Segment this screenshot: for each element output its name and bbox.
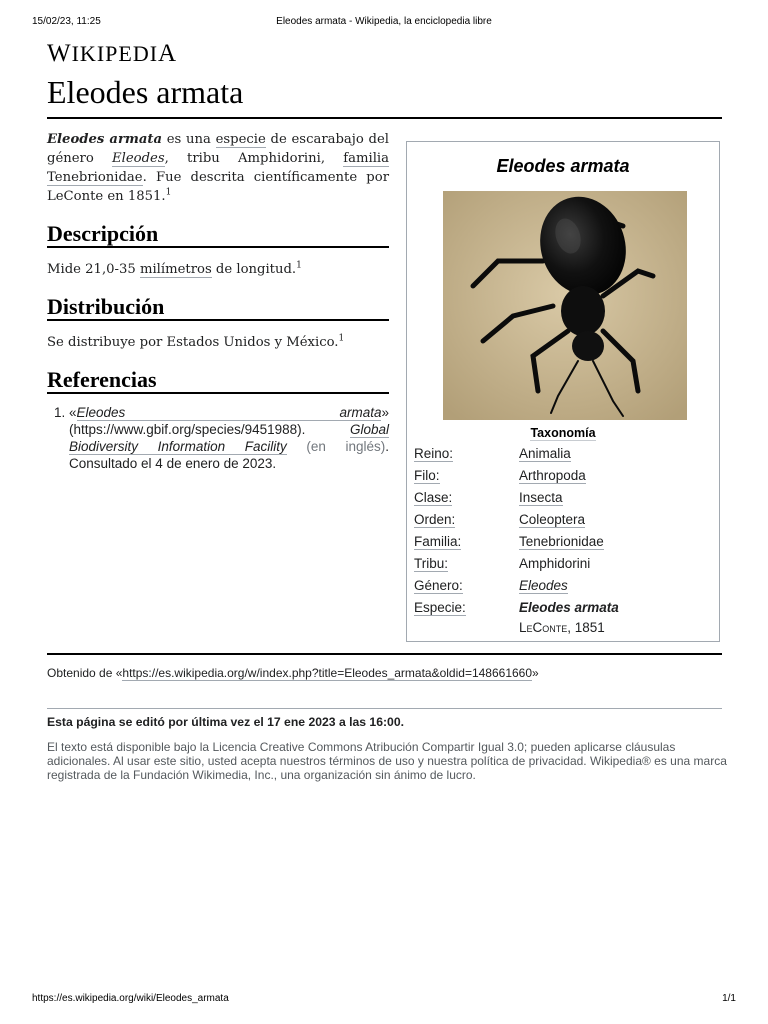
- retrieved-prefix: Obtenido de «: [47, 666, 123, 680]
- heading-distribucion: Distribución: [47, 297, 389, 321]
- references-list: [47, 404, 389, 472]
- taxon-label[interactable]: Orden:: [414, 512, 456, 527]
- link-tenebrionidae[interactable]: Tenebrionidae: [47, 170, 143, 185]
- print-page-count: 1/1: [722, 993, 736, 1004]
- ref-link[interactable]: Eleodes armata: [76, 405, 382, 420]
- retrieved-link[interactable]: https://es.wikipedia.org/w/index.php?title=Eleodes_armata&oldid=148661660: [122, 666, 533, 680]
- desc-text-1: Mide 21,0-35: [47, 262, 140, 277]
- logo-middle: IKIPEDI: [71, 41, 159, 66]
- intro-paragraph: [47, 130, 389, 206]
- ref-org-link[interactable]: Global Biodiversity Information Facility: [69, 422, 389, 454]
- taxon-authority-row: [414, 620, 712, 640]
- authority-name: LeConte: [519, 620, 568, 635]
- ref-open: «: [69, 405, 77, 420]
- taxon-value[interactable]: Animalia: [519, 446, 571, 461]
- heading-descripcion: Descripción: [47, 224, 389, 248]
- taxon-value: Amphidorini: [519, 556, 591, 571]
- ref-accessed: . Consultado el 4 de enero de 2023.: [69, 439, 389, 471]
- authority-year: , 1851: [567, 620, 605, 635]
- taxon-row-genero: [414, 578, 712, 598]
- taxon-label[interactable]: Clase:: [414, 490, 453, 505]
- taxon-label[interactable]: Género:: [414, 578, 463, 593]
- taxon-label[interactable]: Especie:: [414, 600, 466, 615]
- logo-final: A: [158, 40, 178, 67]
- infobox-title: Eleodes armata: [496, 156, 630, 176]
- retrieved-from: [47, 666, 539, 680]
- intro-text-2: de escarabajo del género: [47, 132, 389, 166]
- title-divider: [47, 117, 722, 119]
- taxon-row-reino: [414, 446, 712, 466]
- last-modified: Esta página se editó por última vez el 17 ene 2023 a las 16:00.: [47, 715, 404, 729]
- taxon-value[interactable]: Arthropoda: [519, 468, 586, 483]
- wikipedia-logo[interactable]: [47, 40, 177, 68]
- section-referencias: [47, 367, 389, 472]
- ref-lang: (en inglés): [306, 439, 386, 454]
- taxon-row-tribu: [414, 556, 712, 576]
- taxon-label[interactable]: Tribu:: [414, 556, 449, 571]
- taxon-label[interactable]: Reino:: [414, 446, 454, 461]
- beetle-photo[interactable]: [443, 191, 687, 420]
- link-milimetros[interactable]: milímetros: [139, 262, 212, 277]
- link-familia[interactable]: familia: [343, 151, 389, 166]
- distribucion-text: [47, 333, 389, 352]
- print-datetime: 15/02/23, 11:25: [32, 16, 101, 27]
- taxon-row-clase: [414, 490, 712, 510]
- taxon-value[interactable]: Coleoptera: [519, 512, 586, 527]
- taxon-value[interactable]: Insecta: [519, 490, 563, 505]
- ref-marker[interactable]: 1: [165, 187, 172, 198]
- desc-text-2: de longitud.: [211, 262, 297, 277]
- taxon-row-especie: [414, 600, 712, 620]
- taxon-row-filo: [414, 468, 712, 488]
- taxon-label[interactable]: Familia:: [414, 534, 462, 549]
- intro-species-name: Eleodes armata: [47, 132, 163, 147]
- ref-marker[interactable]: 1: [296, 260, 302, 271]
- retrieved-suffix: »: [532, 666, 539, 680]
- article-content: [47, 130, 389, 472]
- intro-text-5: . Fue descrita científicamente por LeConte en 1851.: [47, 170, 389, 204]
- taxon-row-familia: [414, 534, 712, 554]
- taxon-value[interactable]: Eleodes: [519, 578, 568, 593]
- taxonomy-label[interactable]: Taxonomía: [530, 426, 596, 440]
- taxon-value: Eleodes armata: [519, 600, 619, 615]
- print-url: https://es.wikipedia.org/wiki/Eleodes_armata: [32, 993, 229, 1004]
- link-especie[interactable]: especie: [215, 132, 266, 147]
- descripcion-text: [47, 260, 389, 279]
- taxon-value[interactable]: Tenebrionidae: [519, 534, 604, 549]
- taxon-label[interactable]: Filo:: [414, 468, 440, 483]
- beetle-illustration: [443, 191, 687, 420]
- taxon-row-orden: [414, 512, 712, 532]
- infobox: [406, 141, 720, 642]
- license-text: El texto está disponible bajo la Licencia Creative Commons Atribución Compartir Igual 3.0; pueden aplicarse cláusulas adicionales. Al usar este sitio, usted acepta nuestros términos de uso y nuestra política de privacidad. Wikipedia® es una marca registrada de la Fundación Wikimedia, Inc., una organización sin ánimo de lucro.: [47, 740, 727, 782]
- footer-separator: [47, 708, 722, 709]
- intro-text-3: , tribu Amphidorini,: [164, 151, 344, 166]
- section-distribucion: [47, 294, 389, 352]
- ref-url[interactable]: » (https://www.gbif.org/species/9451988).: [69, 405, 389, 437]
- heading-referencias: Referencias: [47, 370, 389, 394]
- page-title: Eleodes armata: [47, 74, 244, 110]
- logo-initial: W: [47, 40, 72, 67]
- intro-text-1: es una: [162, 132, 216, 147]
- link-genus[interactable]: Eleodes: [112, 151, 165, 166]
- taxonomy-header: [407, 426, 719, 440]
- reference-item: [69, 404, 389, 472]
- dist-text: Se distribuye por Estados Unidos y México.: [47, 335, 339, 350]
- ref-marker[interactable]: 1: [338, 333, 345, 344]
- footer-divider: [47, 653, 722, 655]
- section-descripcion: [47, 221, 389, 279]
- print-title: Eleodes armata - Wikipedia, la enciclopedia libre: [276, 16, 492, 27]
- taxon-authority: [519, 620, 605, 635]
